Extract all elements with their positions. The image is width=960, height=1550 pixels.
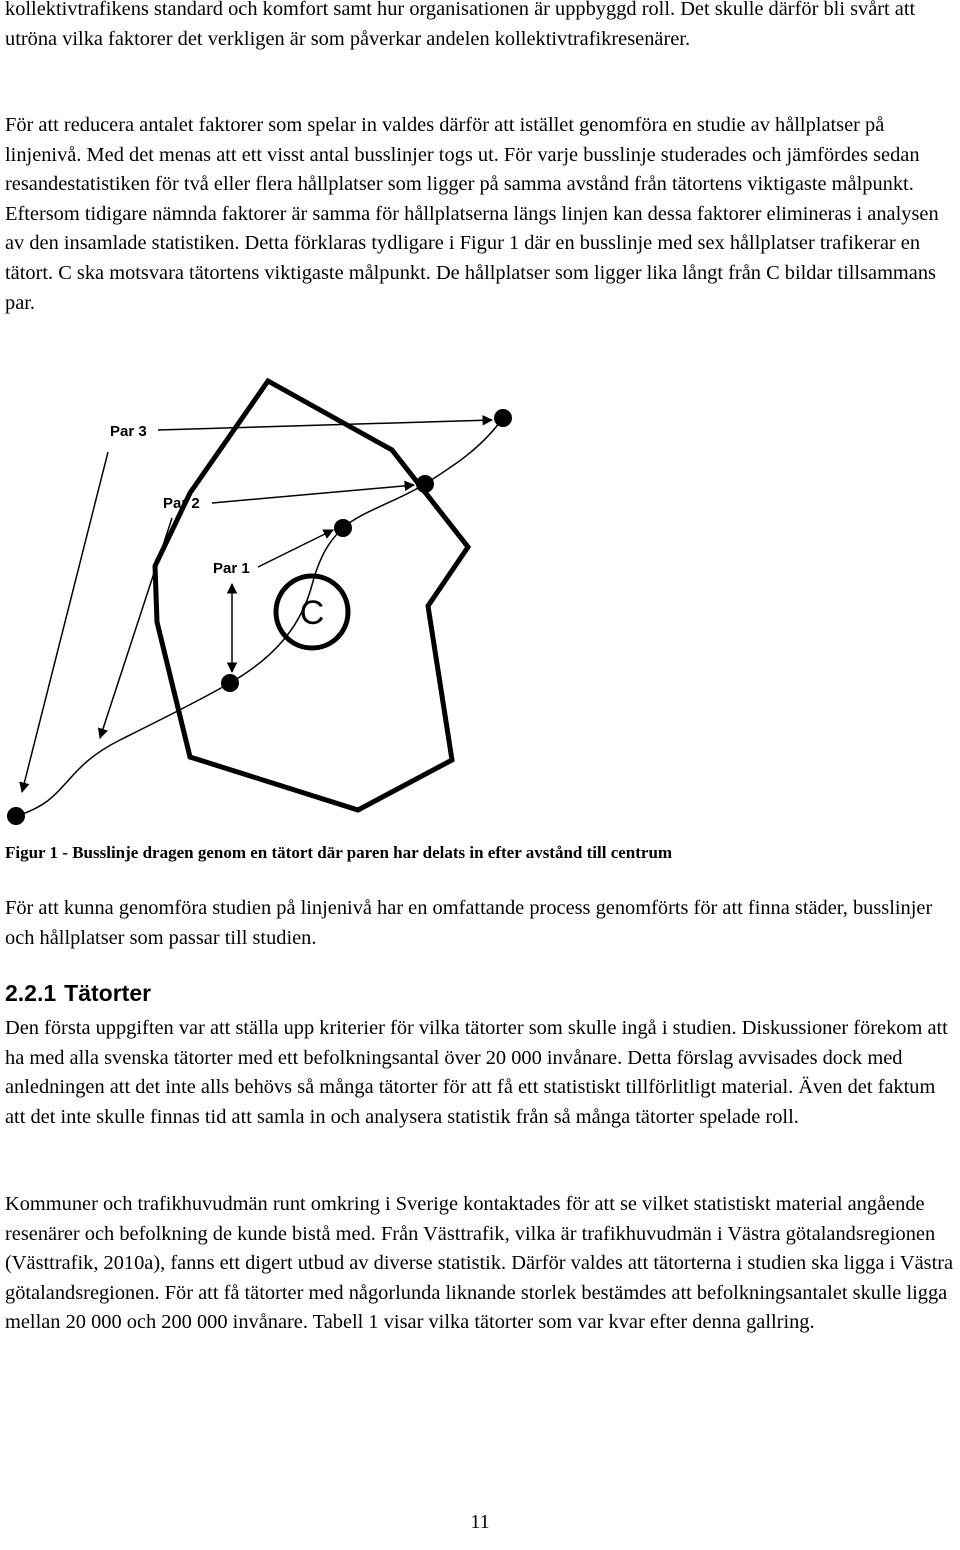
bus-stop	[494, 409, 512, 427]
pair-2-arrow-right	[212, 485, 414, 503]
paragraph-process: För att kunna genomföra studien på linjenivå har en omfattande process genomförts för att finna städer, busslinjer och hållplatser som passar till studien.	[5, 897, 933, 949]
section-title: Tätorter	[64, 980, 152, 1006]
paragraph-method-description: För att reducera antalet faktorer som spelar in valdes därför att istället genomföra en studie av hållplatser på linjenivå. Med det menas att ett visst antal busslinjer togs ut. För varje busslinje studerades och jämfördes sedan resandestatistiken för två eller flera hållplatser som ligger på samma avstånd från tätortens viktigaste målpunkt. Eftersom tidigare nämnda faktorer är samma för hållplatserna längs linjen kan dessa faktorer elimineras i analysen av den insamlade statistiken. Detta förklaras tydligare i Figur 1 där en busslinje med sex hållplatser trafikerar en tätort. C ska motsvara tätortens viktigaste målpunkt. De hållplatser som ligger lika långt från C bildar tillsammans par.	[5, 114, 939, 314]
section-number: 2.2.1	[5, 980, 57, 1006]
page-number: 11	[470, 1511, 490, 1533]
pair-2-label: Par 2	[163, 495, 200, 512]
pair-1-label: Par 1	[213, 560, 250, 577]
paragraph-criteria: Den första uppgiften var att ställa upp kriterier för vilka tätorter som skulle ingå i studien. Diskussioner förekom att ha med alla svenska tätorter med ett befolkningsantal över 20 000 invånare. Detta förslag avvisades dock med anledningen att det inte alls behövs så många tätorter för att få ett statistiskt tillförlitligt material. Även det faktum att det inte skulle finnas tid att samla in och analysera statistik från så många tätorter spelade roll.	[5, 1017, 948, 1128]
pair-2-arrow-left	[100, 518, 172, 738]
pair-3-arrow-left	[22, 452, 108, 792]
pair-1-arrow-right	[258, 530, 333, 567]
figure-caption: Figur 1 - Busslinje dragen genom en tätort där paren har delats in efter avstånd till centrum	[5, 843, 673, 862]
section-heading	[5, 976, 151, 1010]
center-label: C	[299, 594, 325, 632]
paragraph-municipalities: Kommuner och trafikhuvudmän runt omkring i Sverige kontaktades för att se vilket statistiskt material angående resenärer och befolkning de kunde bistå med. Från Västtrafik, vilka är trafikhuvudmän i Västra götalandsregionen (Västtrafik, 2010a), fanns ett digert utbud av diverse statistik. Därför valdes att tätorterna i studien ska ligga i Västra götalandsregionen. För att få tätorter med någorlunda liknande storlek bestämdes att befolkningsantalet skulle ligga mellan 20 000 och 200 000 invånare. Tabell 1 visar vilka tätorter som var kvar efter denna gallring.	[5, 1193, 954, 1334]
pair-3-arrow-right	[158, 420, 492, 430]
pair-3-label: Par 3	[110, 423, 147, 440]
bus-stop	[416, 475, 434, 493]
bus-stop	[221, 674, 239, 692]
bus-stop	[7, 807, 25, 825]
paragraph-intro-context: kollektivtrafikens standard och komfort samt hur organisationen är uppbyggd roll. Det skulle därför bli svårt att utröna vilka faktorer det verkligen är som påverkar andelen kollektivtrafikresenärer.	[5, 0, 916, 50]
figure-bus-line-diagram	[0, 360, 960, 840]
bus-stop	[334, 519, 352, 537]
